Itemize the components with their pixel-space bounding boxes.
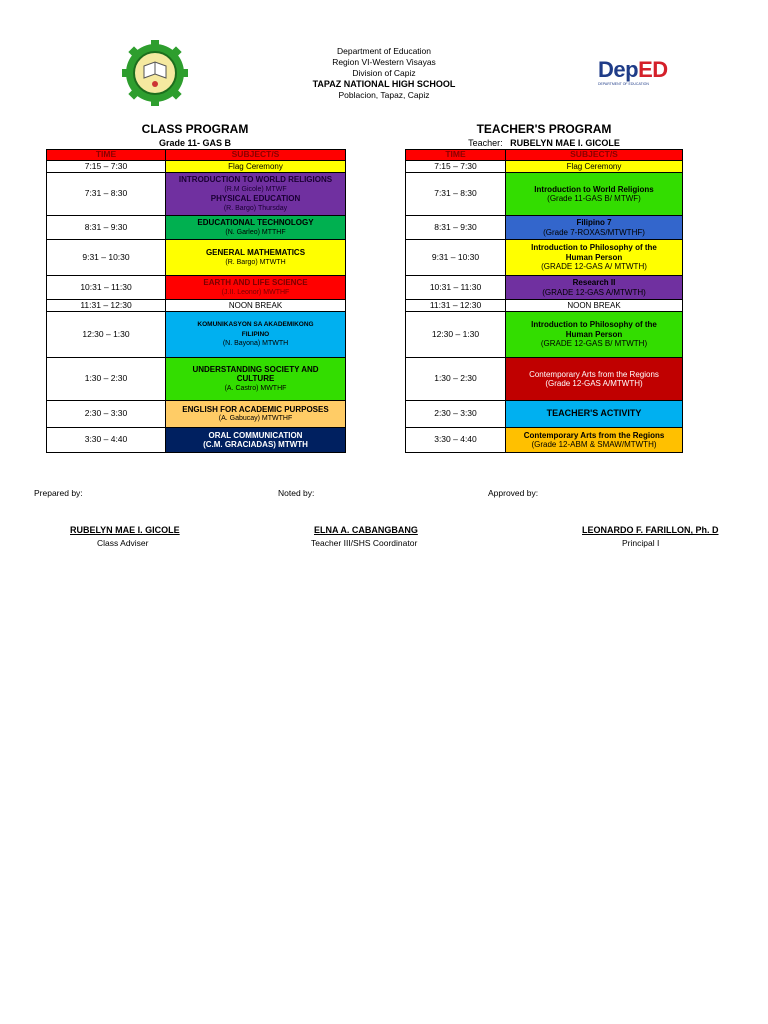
teacher-name: RUBELYN MAE I. GICOLE [510, 138, 620, 148]
subject-line: (Grade 12-GAS A/MTWTH) [545, 379, 643, 388]
table-row [406, 428, 683, 453]
subject-line: (N. Bayona) MTWTH [222, 340, 289, 348]
subject-line: CULTURE [236, 374, 275, 384]
deped-logo-subtext: DEPARTMENT OF EDUCATION [598, 82, 649, 86]
subject-line: EARTH AND LIFE SCIENCE [203, 278, 308, 287]
table-row [47, 173, 346, 216]
subject-cell [506, 216, 683, 240]
table-header-row [406, 150, 683, 161]
subject-line: (GRADE 12-GAS A/ MTWTH) [541, 262, 647, 272]
subject-cell [506, 428, 683, 453]
time-cell: 11:31 – 12:30 [406, 300, 506, 312]
col-subject-header: SUBJECT/S [506, 150, 683, 161]
col-subject-header: SUBJECT/S [166, 150, 346, 161]
subject-line: Research II [572, 278, 616, 287]
subject-line: EDUCATIONAL TECHNOLOGY [197, 218, 314, 227]
approved-by-role: Principal I [622, 538, 660, 548]
school-seal-logo [122, 40, 188, 106]
subject-cell [506, 276, 683, 300]
table-row [406, 358, 683, 401]
subject-cell [506, 173, 683, 216]
noted-by-label: Noted by: [278, 488, 315, 498]
time-cell: 9:31 – 10:30 [406, 240, 506, 276]
col-time-header: TIME [406, 150, 506, 161]
table-row [47, 401, 346, 428]
letterhead [234, 46, 534, 101]
table-row [406, 312, 683, 358]
col-time-header: TIME [47, 150, 166, 161]
table-row [47, 428, 346, 453]
subject-line: (N. Garleo) MTTHF [225, 228, 286, 236]
time-cell: 7:31 – 8:30 [47, 173, 166, 216]
table-row [406, 173, 683, 216]
header-division: Division of Capiz [352, 68, 416, 78]
subject-line: (A. Gabucay) MTWTHF [218, 415, 293, 422]
subject-cell [166, 428, 346, 453]
time-cell: 3:30 – 4:40 [47, 428, 166, 453]
header-region: Region VI-Western Visayas [332, 57, 436, 67]
subject-line: (Grade 12-ABM & SMAW/MTWTH) [531, 440, 657, 449]
subject-line: (GRADE 12-GAS A/MTWTH) [542, 287, 646, 297]
table-row [406, 161, 683, 173]
time-cell: 3:30 – 4:40 [406, 428, 506, 453]
class-program-title: CLASS PROGRAM [141, 122, 249, 136]
header-department: Department of Education [336, 46, 432, 56]
subject-line: Flag Ceremony [228, 161, 283, 171]
subject-cell [166, 161, 346, 173]
header-school: TAPAZ NATIONAL HIGH SCHOOL [312, 79, 456, 89]
subject-cell [506, 161, 683, 173]
subject-cell [506, 300, 683, 312]
subject-line: ORAL COMMUNICATION [208, 430, 303, 440]
header-address: Poblacion, Tapaz, Capiz [338, 90, 430, 100]
subject-line: Introduction to Philosophy of the [531, 243, 657, 253]
teacher-program-table [405, 149, 683, 453]
subject-line: (Grade 7-ROXAS/MTWTHF) [543, 227, 645, 237]
time-cell: 1:30 – 2:30 [47, 358, 166, 401]
subject-line: (A. Castro) MWTHF [224, 384, 287, 392]
subject-line: (J.II. Leonor) MWTHF [221, 288, 290, 296]
table-row [47, 216, 346, 240]
class-program-table [46, 149, 346, 453]
class-program-subtitle: Grade 11- GAS B [158, 138, 232, 148]
subject-line: (Grade 11-GAS B/ MTWF) [547, 194, 641, 203]
approved-by-name: LEONARDO F. FARILLON, Ph. D [582, 525, 719, 535]
time-cell: 1:30 – 2:30 [406, 358, 506, 401]
subject-cell [506, 312, 683, 358]
table-row [406, 276, 683, 300]
time-cell: 8:31 – 9:30 [47, 216, 166, 240]
table-row [47, 300, 346, 312]
table-row [406, 300, 683, 312]
subject-line: NOON BREAK [228, 300, 283, 310]
time-cell: 2:30 – 3:30 [406, 401, 506, 428]
noted-by-name: ELNA A. CABANGBANG [314, 525, 418, 535]
table-row [47, 312, 346, 358]
subject-cell [506, 401, 683, 428]
prepared-by-name: RUBELYN MAE I. GICOLE [70, 525, 180, 535]
subject-line: Human Person [565, 252, 623, 262]
subject-line: Flag Ceremony [566, 161, 622, 171]
subject-line: KOMUNIKASYON SA AKADEMIKONG [197, 321, 314, 329]
time-cell: 7:15 – 7:30 [47, 161, 166, 173]
subject-cell [506, 358, 683, 401]
table-header-row [47, 150, 346, 161]
subject-line: PHYSICAL EDUCATION [210, 194, 301, 203]
prepared-by-label: Prepared by: [34, 488, 83, 498]
subject-line: Filipino 7 [576, 218, 612, 227]
subject-cell [166, 216, 346, 240]
deped-logo: DepED DEPARTMENT OF EDUCATION [598, 58, 678, 98]
subject-line: Introduction to Philosophy of the [531, 320, 657, 330]
time-cell: 8:31 – 9:30 [406, 216, 506, 240]
table-row [406, 401, 683, 428]
teacher-program-title: TEACHER'S PROGRAM [476, 122, 612, 136]
subject-line: FILIPINO [241, 330, 270, 338]
table-row [47, 358, 346, 401]
prepared-by-role: Class Adviser [97, 538, 149, 548]
subject-line: Contemporary Arts from the Regions [523, 430, 665, 440]
subject-line: INTRODUCTION TO WORLD RELIGIONS [178, 175, 333, 184]
subject-line: ENGLISH FOR ACADEMIC PURPOSES [182, 404, 329, 414]
table-row [47, 240, 346, 276]
subject-cell [166, 173, 346, 216]
approved-by-label: Approved by: [488, 488, 539, 498]
table-row [47, 161, 346, 173]
teacher-label: Teacher: [468, 138, 503, 148]
time-cell: 10:31 – 11:30 [406, 276, 506, 300]
time-cell: 7:15 – 7:30 [406, 161, 506, 173]
subject-cell [166, 312, 346, 358]
time-cell: 9:31 – 10:30 [47, 240, 166, 276]
time-cell: 12:30 – 1:30 [406, 312, 506, 358]
subject-cell [166, 358, 346, 401]
subject-cell [166, 401, 346, 428]
subject-cell [166, 240, 346, 276]
teacher-program-subtitle [405, 138, 683, 148]
time-cell: 11:31 – 12:30 [47, 300, 166, 312]
subject-line: (C.M. GRACIADAS) MTWTH [203, 440, 308, 449]
subject-line: Introduction to World Religions [534, 184, 654, 194]
subject-cell [506, 240, 683, 276]
subject-line: UNDERSTANDING SOCIETY AND [192, 364, 319, 374]
subject-line: GENERAL MATHEMATICS [205, 248, 306, 257]
table-row [47, 276, 346, 300]
subject-line: (GRADE 12-GAS B/ MTWTH) [540, 339, 648, 349]
subject-line: NOON BREAK [567, 300, 621, 310]
subject-line: (R.M Gicole) MTWF [224, 185, 287, 193]
subject-cell [166, 276, 346, 300]
subject-line: Contemporary Arts from the Regions [529, 369, 659, 379]
subject-line: (R. Bargo) Thursday [223, 204, 288, 212]
subject-line: (R. Bargo) MTWTH [225, 258, 286, 266]
table-row [406, 240, 683, 276]
table-row [406, 216, 683, 240]
time-cell: 7:31 – 8:30 [406, 173, 506, 216]
subject-cell [166, 300, 346, 312]
noted-by-role: Teacher III/SHS Coordinator [311, 538, 418, 548]
subject-line: Human Person [565, 329, 623, 339]
time-cell: 10:31 – 11:30 [47, 276, 166, 300]
time-cell: 12:30 – 1:30 [47, 312, 166, 358]
subject-line: TEACHER'S ACTIVITY [546, 408, 642, 419]
time-cell: 2:30 – 3:30 [47, 401, 166, 428]
